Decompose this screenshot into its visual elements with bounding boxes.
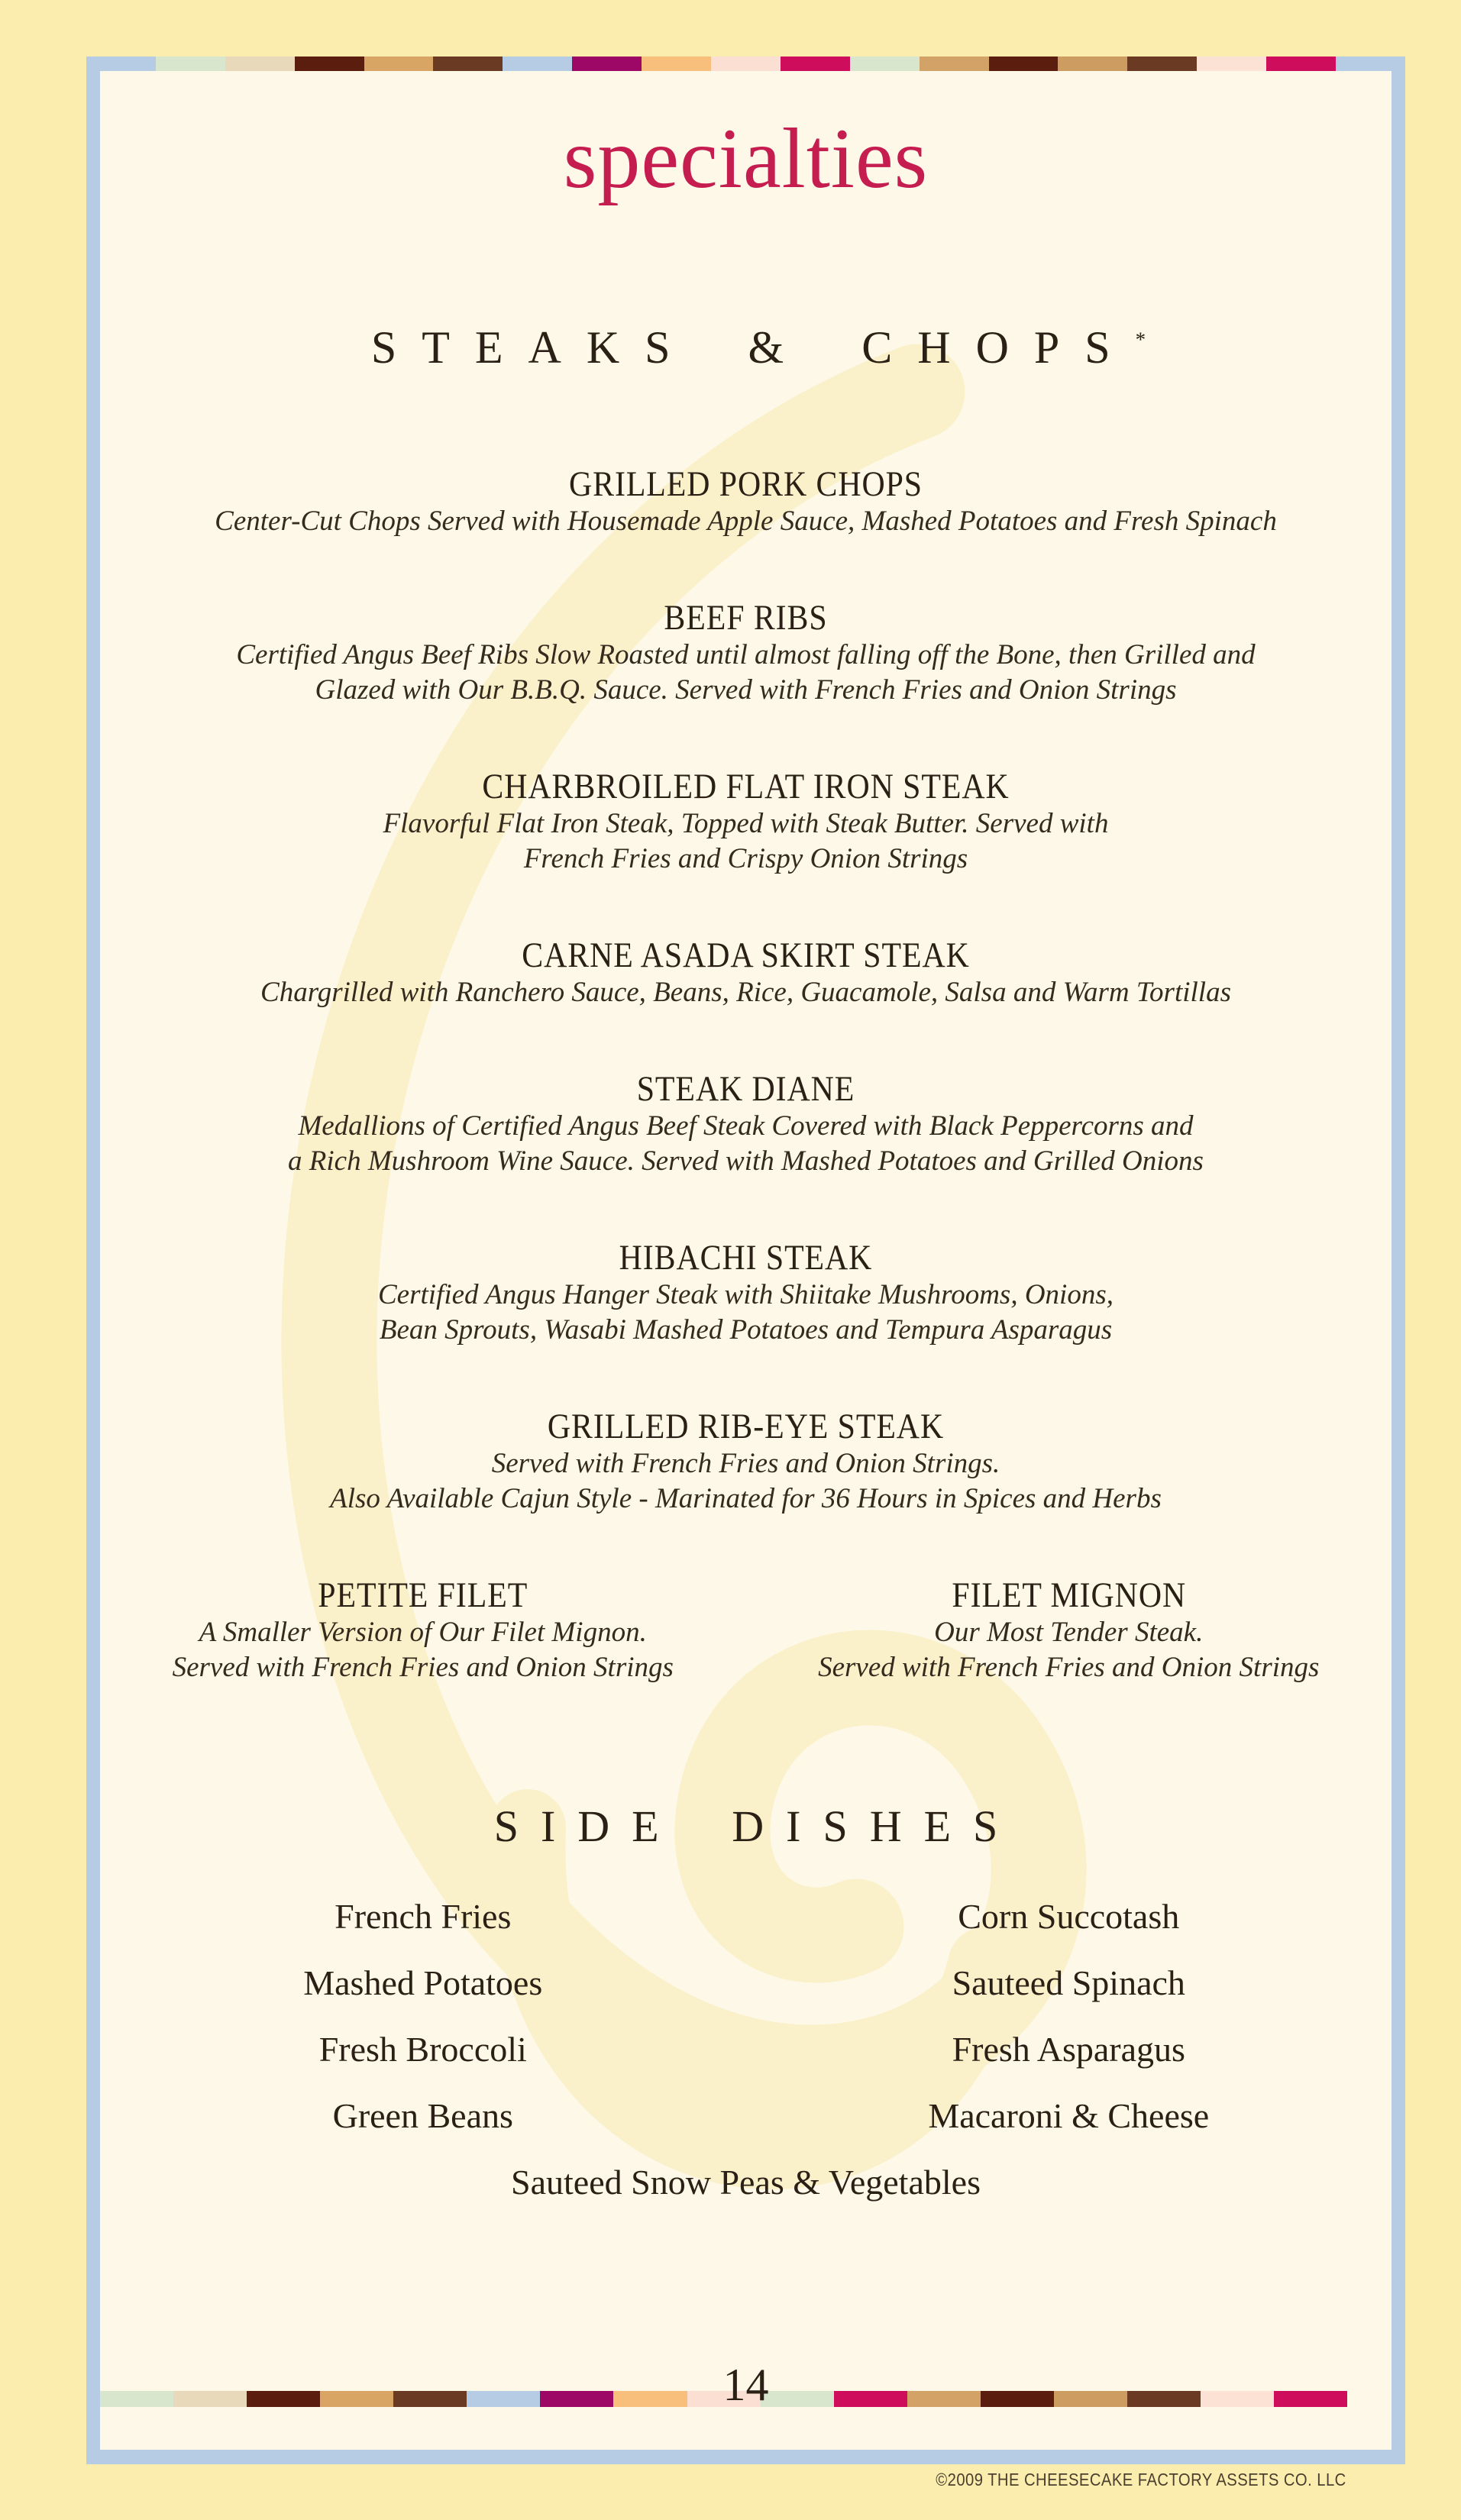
menu-item-description-line: Our Most Tender Steak. xyxy=(934,1617,1204,1649)
stripe-segment xyxy=(503,57,572,72)
copyright-notice: ©2009 THE CHEESECAKE FACTORY ASSETS CO. LLC xyxy=(936,2470,1346,2489)
stripe-segment xyxy=(642,57,711,72)
top-border-stripe xyxy=(86,57,1405,72)
menu-item-description-line: Medallions of Certified Angus Beef Steak Covered with Black Peppercorns and xyxy=(298,1110,1194,1142)
stripe-segment xyxy=(572,57,642,72)
menu-item-name: GRILLED RIB-EYE STEAK xyxy=(547,1406,945,1446)
side-dish-item: Green Beans xyxy=(332,2096,513,2136)
side-dishes-row xyxy=(100,2095,1392,2137)
filet-two-column-row xyxy=(100,1575,1392,1685)
side-dish-item: French Fries xyxy=(335,1897,512,1937)
stripe-segment xyxy=(781,57,850,72)
menu-item-name: PETITE FILET xyxy=(318,1575,528,1615)
side-dishes-row xyxy=(100,2028,1392,2070)
menu-content xyxy=(100,108,1392,2203)
menu-item-description-line: Served with French Fries and Onion Strings xyxy=(818,1652,1320,1684)
side-dishes-row xyxy=(100,1895,1392,1937)
left-border xyxy=(86,71,100,2464)
stripe-segment xyxy=(850,57,920,72)
section-heading-side-dishes: SIDE DISHES xyxy=(493,1801,1020,1852)
side-dish-item: Macaroni & Cheese xyxy=(928,2096,1210,2136)
section-heading-text: STEAKS & CHOPS xyxy=(370,322,1136,373)
stripe-segment xyxy=(1336,57,1405,72)
stripe-segment xyxy=(295,57,364,72)
page-title: specialties xyxy=(563,111,929,206)
menu-item-name: HIBACHI STEAK xyxy=(619,1237,873,1278)
menu-item-name: CARNE ASADA SKIRT STEAK xyxy=(522,935,970,975)
menu-item xyxy=(746,1575,1392,1685)
menu-item xyxy=(100,1237,1392,1348)
menu-item-list xyxy=(100,464,1392,1517)
side-dish-footer-item: Sauteed Snow Peas & Vegetables xyxy=(511,2163,981,2202)
bottom-border xyxy=(86,2450,1405,2464)
menu-item-name: FILET MIGNON xyxy=(951,1575,1186,1615)
menu-item xyxy=(100,464,1392,539)
right-border xyxy=(1392,71,1405,2464)
menu-item-name: GRILLED PORK CHOPS xyxy=(568,464,923,504)
stripe-segment xyxy=(225,57,295,72)
side-dish-item: Sauteed Spinach xyxy=(952,1963,1185,2003)
side-dish-item: Fresh Broccoli xyxy=(318,2030,527,2069)
menu-item-name: BEEF RIBS xyxy=(664,597,828,638)
menu-item-description-line: Glazed with Our B.B.Q. Sauce. Served with French Fries and Onion Strings xyxy=(315,674,1177,706)
menu-item-description-line: Flavorful Flat Iron Steak, Topped with Steak Butter. Served with xyxy=(383,808,1109,840)
menu-item xyxy=(100,1068,1392,1179)
menu-item-description-line: Center-Cut Chops Served with Housemade Apple Sauce, Mashed Potatoes and Fresh Spinach xyxy=(215,506,1277,538)
stripe-segment xyxy=(364,57,434,72)
menu-item xyxy=(100,1575,746,1685)
stripe-segment xyxy=(1266,57,1336,72)
menu-item-description-line: A Smaller Version of Our Filet Mignon. xyxy=(199,1617,647,1649)
menu-item xyxy=(100,766,1392,877)
section-heading-steaks-chops xyxy=(100,320,1392,375)
stripe-segment xyxy=(156,57,225,72)
menu-item-description-line: Chargrilled with Ranchero Sauce, Beans, Rice, Guacamole, Salsa and Warm Tortillas xyxy=(260,977,1231,1009)
menu-item-name: CHARBROILED FLAT IRON STEAK xyxy=(482,766,1010,806)
side-dish-item: Mashed Potatoes xyxy=(303,1963,543,2003)
stripe-segment xyxy=(1127,57,1197,72)
stripe-segment xyxy=(920,57,989,72)
menu-item-name: STEAK DIANE xyxy=(636,1068,855,1109)
menu-item-description-line: a Rich Mushroom Wine Sauce. Served with Mashed Potatoes and Grilled Onions xyxy=(288,1145,1204,1178)
menu-item-description-line: French Fries and Crispy Onion Strings xyxy=(523,843,968,875)
side-dishes-row xyxy=(100,1962,1392,2004)
menu-card xyxy=(100,71,1392,2450)
stripe-segment xyxy=(989,57,1059,72)
side-dish-item: Fresh Asparagus xyxy=(952,2030,1185,2069)
menu-item-description-line: Certified Angus Hanger Steak with Shiitake Mushrooms, Onions, xyxy=(378,1279,1114,1311)
stripe-segment xyxy=(1197,57,1266,72)
menu-item-description-line: Bean Sprouts, Wasabi Mashed Potatoes and Tempura Asparagus xyxy=(379,1314,1113,1346)
section-heading-asterisk: * xyxy=(1135,328,1146,351)
stripe-segment xyxy=(86,57,156,72)
menu-item xyxy=(100,1406,1392,1517)
menu-item xyxy=(100,935,1392,1010)
side-dishes-list xyxy=(100,1895,1392,2137)
page-number: 14 xyxy=(722,2360,769,2410)
menu-item-description-line: Served with French Fries and Onion Strings. xyxy=(491,1448,1000,1480)
side-dish-item: Corn Succotash xyxy=(958,1897,1180,1937)
stripe-segment xyxy=(711,57,781,72)
menu-item-description-line: Certified Angus Beef Ribs Slow Roasted until almost falling off the Bone, then Grilled and xyxy=(236,639,1256,671)
menu-item xyxy=(100,597,1392,708)
stripe-segment xyxy=(1058,57,1127,72)
menu-item-description-line: Served with French Fries and Onion Strings xyxy=(172,1652,674,1684)
menu-item-description-line: Also Available Cajun Style - Marinated for 36 Hours in Spices and Herbs xyxy=(330,1483,1162,1515)
stripe-segment xyxy=(433,57,503,72)
